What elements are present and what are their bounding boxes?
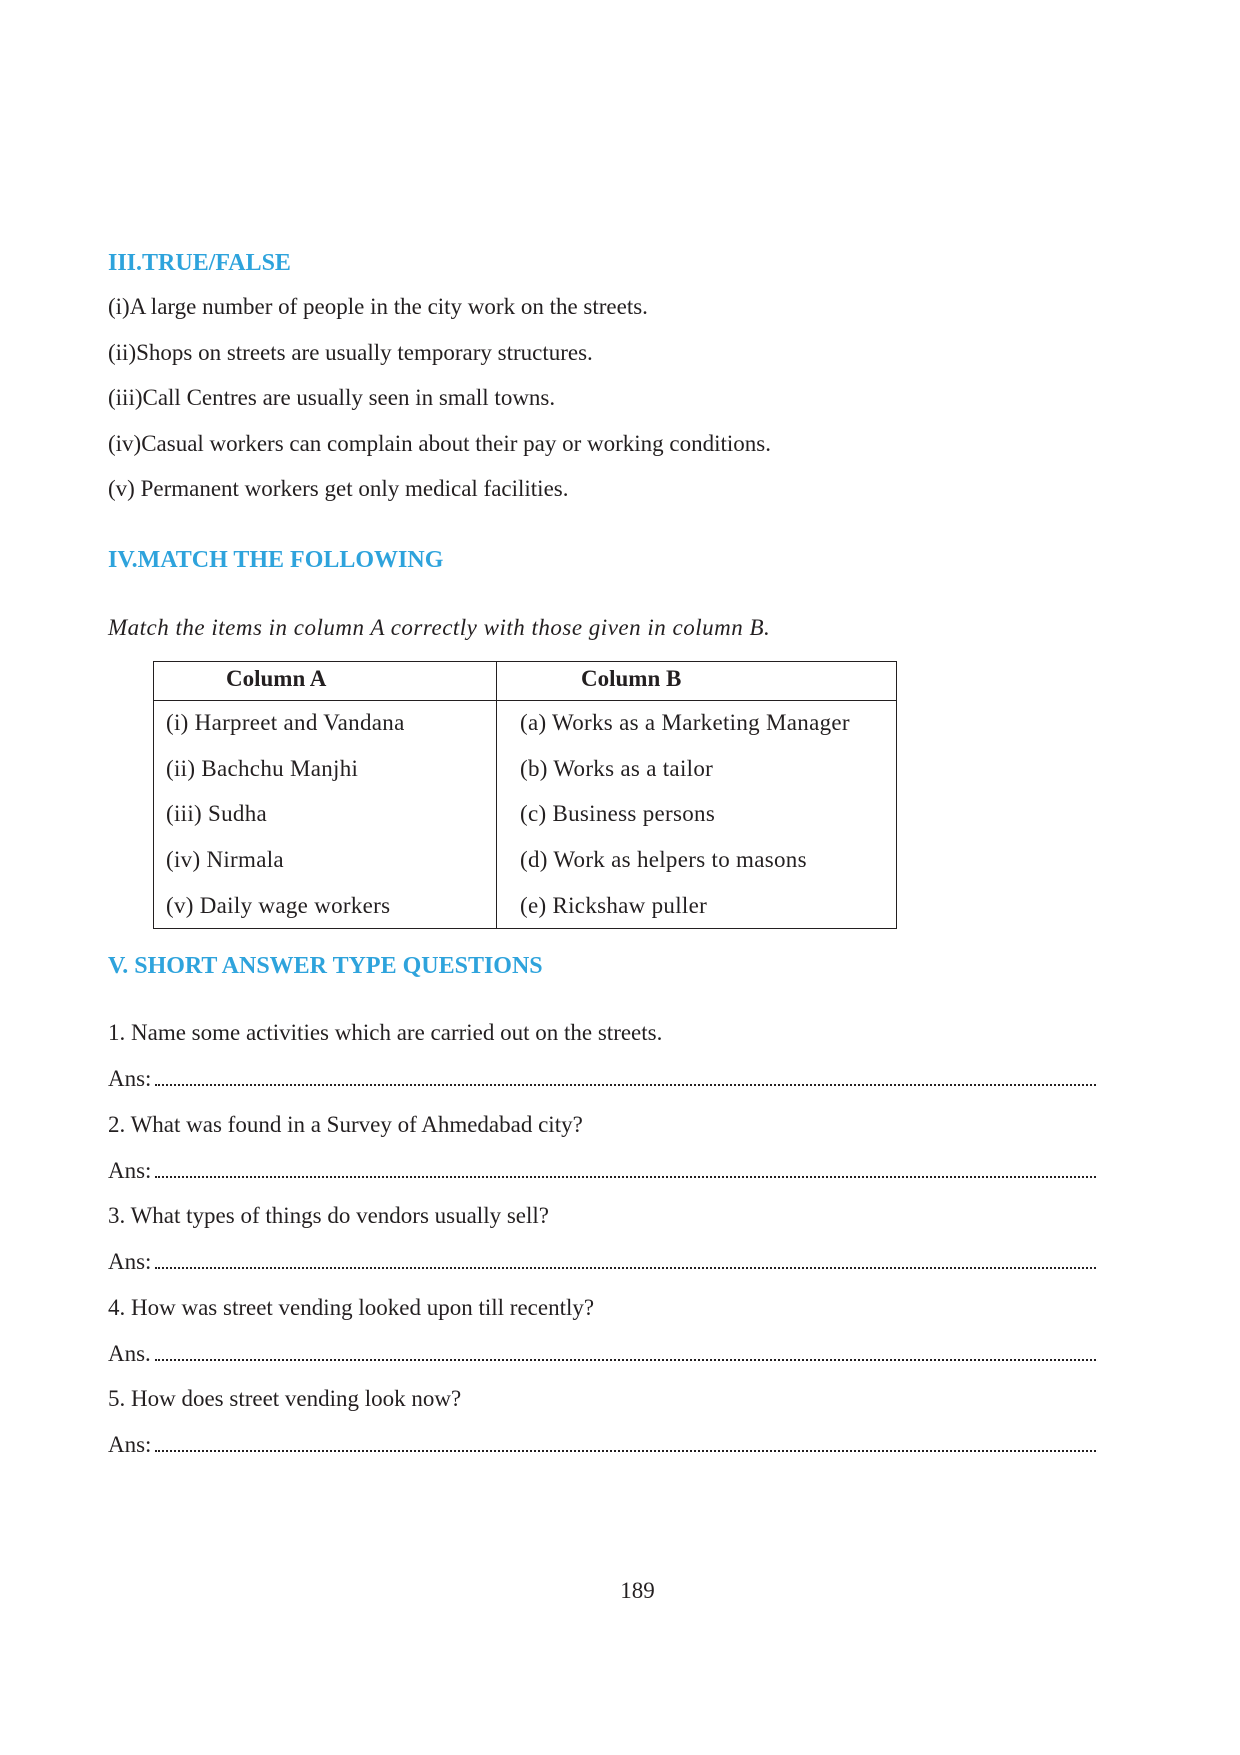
- page-number: 189: [620, 1578, 655, 1603]
- answer-line-3[interactable]: [108, 1249, 1096, 1275]
- answer-label: Ans:: [108, 1066, 152, 1091]
- column-b-item-1: (a) Works as a Marketing Manager: [520, 710, 850, 735]
- column-b-item-5: (e) Rickshaw puller: [520, 893, 708, 918]
- column-a-item-2: (ii) Bachchu Manjhi: [166, 756, 359, 781]
- answer-line-4[interactable]: [108, 1341, 1096, 1367]
- true-false-item-3: (iii)Call Centres are usually seen in small towns.: [108, 385, 556, 410]
- answer-line-2[interactable]: [108, 1158, 1096, 1184]
- true-false-item-5: (v) Permanent workers get only medical facilities.: [108, 476, 569, 501]
- header-divider: [154, 700, 896, 701]
- answer-dots: [155, 1076, 1096, 1086]
- answer-line-5[interactable]: [108, 1432, 1096, 1458]
- column-a-header: Column A: [226, 666, 327, 691]
- true-false-item-4: (iv)Casual workers can complain about their pay or working conditions.: [108, 431, 772, 456]
- answer-label: Ans:: [108, 1249, 152, 1274]
- answer-dots: [155, 1259, 1096, 1269]
- column-b-item-3: (c) Business persons: [520, 801, 716, 826]
- column-a-item-1: (i) Harpreet and Vandana: [166, 710, 405, 735]
- answer-dots: [155, 1351, 1096, 1361]
- true-false-item-1: (i)A large number of people in the city work on the streets.: [108, 294, 648, 319]
- true-false-item-2: (ii)Shops on streets are usually temporary structures.: [108, 340, 593, 365]
- answer-dots: [155, 1168, 1096, 1178]
- answer-label: Ans.: [108, 1341, 151, 1366]
- question-4: 4. How was street vending looked upon till recently?: [108, 1295, 595, 1320]
- column-b-item-2: (b) Works as a tailor: [520, 756, 714, 781]
- match-instruction: Match the items in column A correctly with those given in column B.: [108, 615, 771, 640]
- question-5: 5. How does street vending look now?: [108, 1386, 462, 1411]
- question-2: 2. What was found in a Survey of Ahmedabad city?: [108, 1112, 583, 1137]
- column-a-item-3: (iii) Sudha: [166, 801, 268, 826]
- answer-label: Ans:: [108, 1158, 152, 1183]
- column-b-item-4: (d) Work as helpers to masons: [520, 847, 807, 872]
- column-a-item-4: (iv) Nirmala: [166, 847, 284, 872]
- column-b-header: Column B: [581, 666, 682, 691]
- answer-line-1[interactable]: [108, 1066, 1096, 1092]
- answer-dots: [155, 1442, 1096, 1452]
- match-heading: IV.MATCH THE FOLLOWING: [108, 547, 444, 573]
- match-table: [153, 661, 897, 929]
- column-a-item-5: (v) Daily wage workers: [166, 893, 391, 918]
- question-1: 1. Name some activities which are carried out on the streets.: [108, 1020, 663, 1045]
- answer-label: Ans:: [108, 1432, 152, 1457]
- column-divider: [496, 662, 497, 928]
- short-answer-heading: V. SHORT ANSWER TYPE QUESTIONS: [108, 953, 543, 979]
- question-3: 3. What types of things do vendors usually sell?: [108, 1203, 549, 1228]
- true-false-heading: III.TRUE/FALSE: [108, 250, 291, 276]
